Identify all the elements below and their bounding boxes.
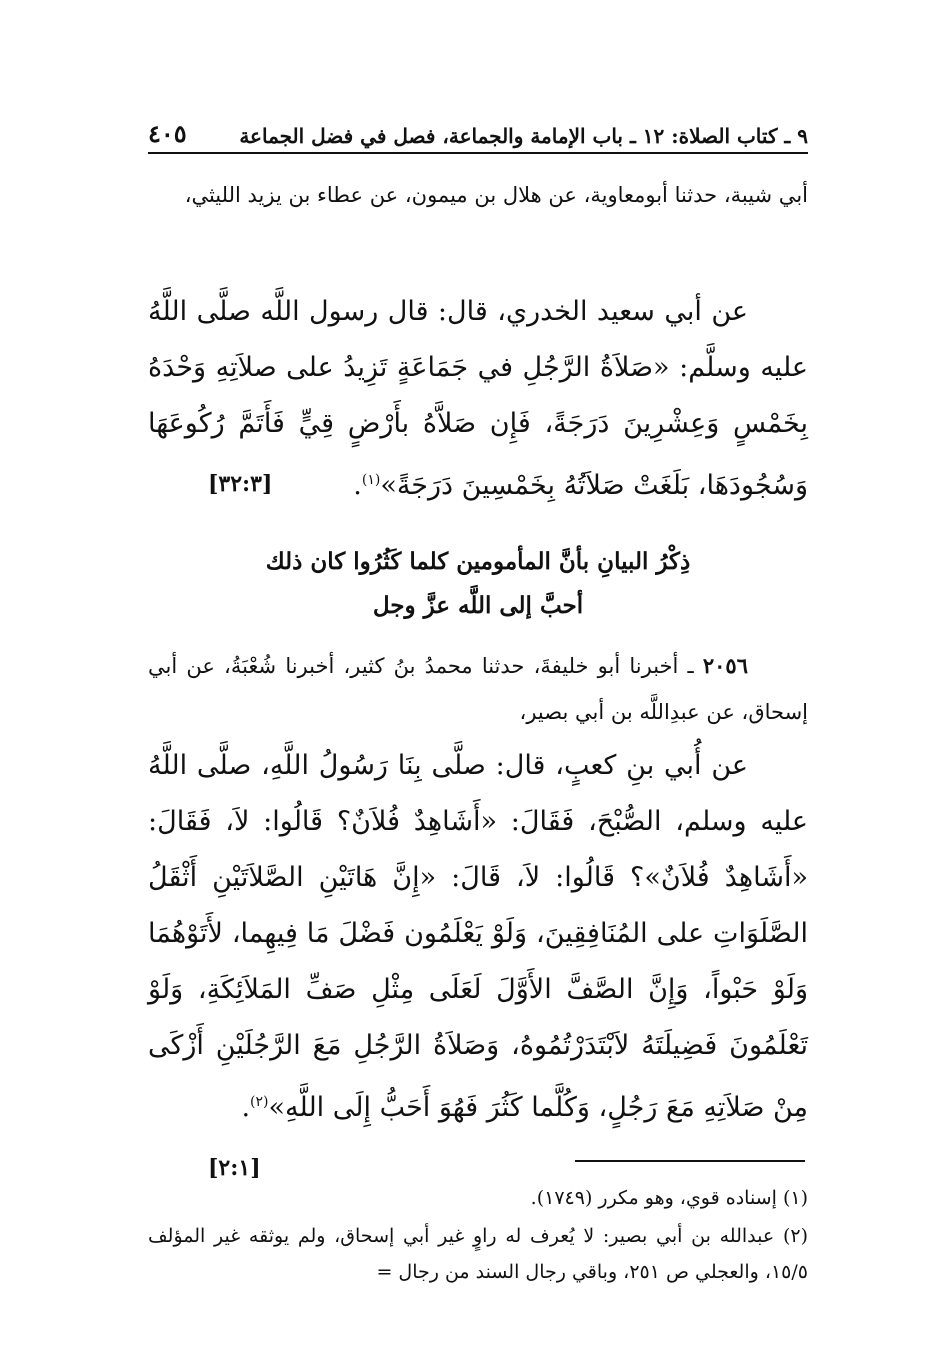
running-title: ٩ ـ كتاب الصلاة: ١٢ ـ باب الإمامة والجماعة، فصل في فضل الجماعة	[239, 124, 808, 148]
page-number: ٤٠٥	[148, 119, 187, 148]
isnad-continuation: أبي شيبة، حدثنا أبومعاوية، عن هلال بن ميمون، عن عطاء بن يزيد الليثي،	[184, 183, 808, 207]
footnote-2-text: عبدالله بن أبي بصير: لا يُعرف له راوٍ غير أبي إسحاق، ولم يوثقه غير المؤلف ١٥/٥، والعجلي ص ٢٥١، وباقي رجال السند من رجال =	[148, 1225, 808, 1283]
section-heading-line-2: أحبَّ إلى اللَّه عزَّ وجل	[372, 592, 584, 619]
hadith-number: ٢٠٥٦	[702, 653, 748, 678]
footnote-ref-2: (٢)	[250, 1094, 269, 1110]
hadith-2-body: عن أُبي بنِ كعبٍ، قال: صلَّى بِنَا رَسُولُ اللَّهِ، صلَّى اللَّهُ عليه وسلم، الصُّبْحَ، فَقَالَ: «أَشَاهِدٌ فُلاَنٌ؟ قَالُوا: لاَ، فَقَالَ: «أَشَاهِدٌ فُلاَنٌ»؟ قَالُوا: لاَ، قَالَ: «إِنَّ هَاتَيْنِ الصَّلاَتَيْنِ أَثْقَلُ الصَّلَوَاتِ على المُنَافِقِينَ، وَلَوْ يَعْلَمُون فَضْلَ مَا فِيهِما، لأَتَوْهُمَا وَلَوْ حَبْواً، وَإِنَّ الصَّفَّ الأَوَّلَ لَعَلَى مِثْلِ صَفِّ المَلاَئِكَةِ، وَلَوْ تَعْلَمُونَ فَضِيلَتَهُ لاَبْتَدَرْتُمُوهُ، وَصَلاَةُ الرَّجُلِ مَعَ الرَّجُلَيْنِ أَزْكَى مِنْ صَلاَتِهِ مَعَ رَجُلٍ، وَكُلَّما كَثُرَ فَهُوَ أَحَبُّ إِلَى اللَّهِ»	[148, 750, 808, 1123]
header-divider	[148, 152, 808, 154]
hadith-1-body: عن أبي سعيد الخدري، قال: قال رسول اللَّه صلَّى اللَّهُ عليه وسلَّم: «صَلاَةُ الرَّجُلِ في جَمَاعَةٍ تَزِيدُ على صلاَتِهِ وَحْدَهُ بِخَمْسٍ وَعِشْرِينَ دَرَجَةً، فَإِن صَلاَّهُ بأَرْضٍ قِيٍّ فَأَتَمَّ رُكُوعَهَا وَسُجُودَهَا، بَلَغَتْ صَلاَتُهُ بِخَمْسِينَ دَرَجَةً»	[148, 296, 808, 501]
hadith-1-reference: [٣٢:٣]	[208, 471, 273, 497]
footnote-ref-1: (١)	[361, 472, 381, 488]
hadith-1-text: عن أبي سعيد الخدري، قال: قال رسول اللَّه صلَّى اللَّهُ عليه وسلَّم: «صَلاَةُ الرَّجُلِ في جَمَاعَةٍ تَزِيدُ على صلاَتِهِ وَحْدَهُ بِخَمْسٍ وَعِشْرِينَ دَرَجَةً، فَإِن صَلاَّهُ بأَرْضٍ قِيٍّ فَأَتَمَّ رُكُوعَهَا وَسُجُودَهَا، بَلَغَتْ صَلاَتُهُ بِخَمْسِينَ دَرَجَةً»$^{(١)}$. [٣٢:٣]	[148, 284, 808, 514]
page-header	[148, 112, 808, 148]
footnote-divider	[575, 1160, 805, 1162]
hadith-2-text: عن أُبي بنِ كعبٍ، قال: صلَّى بِنَا رَسُولُ اللَّهِ، صلَّى اللَّهُ عليه وسلم، الصُّبْحَ، فَقَالَ: «أَشَاهِدٌ فُلاَنٌ؟ قَالُوا: لاَ، فَقَالَ: «أَشَاهِدٌ فُلاَنٌ»؟ قَالُوا: لاَ، قَالَ: «إِنَّ هَاتَيْنِ الصَّلاَتَيْنِ أَثْقَلُ الصَّلَوَاتِ على المُنَافِقِينَ، وَلَوْ يَعْلَمُون فَضْلَ مَا فِيهِما، لأَتَوْهُمَا وَلَوْ حَبْواً، وَإِنَّ الصَّفَّ الأَوَّلَ لَعَلَى مِثْلِ صَفِّ المَلاَئِكَةِ، وَلَوْ تَعْلَمُونَ فَضِيلَتَهُ لاَبْتَدَرْتُمُوهُ، وَصَلاَةُ الرَّجُلِ مَعَ الرَّجُلَيْنِ أَزْكَى مِنْ صَلاَتِهِ مَعَ رَجُلٍ، وَكُلَّما كَثُرَ فَهُوَ أَحَبُّ إِلَى اللَّهِ»$^{(٢)}$. [٢:١]	[148, 738, 808, 1196]
section-heading-line-1: ذِكْرُ البيانِ بأنَّ المأمومين كلما كَثُرُوا كان ذلك	[265, 548, 691, 575]
footnote-2	[148, 1218, 808, 1290]
section-heading	[148, 540, 808, 628]
hadith-2-isnad	[148, 643, 808, 735]
hadith-2-reference: [٢:١]	[208, 1155, 261, 1181]
footnote-1-marker: (١)	[782, 1187, 808, 1209]
footnote-1	[148, 1180, 808, 1216]
footnote-1-text: إسناده قوي، وهو مكرر (١٧٤٩).	[530, 1187, 777, 1209]
hadith-2-chain: ـ أخبرنا أبو خليفةَ، حدثنا محمدُ بنُ كثير، أخبرنا شُعْبَةُ، عن أبي إسحاق، عن عبدِاللَّه بن أبي بصير،	[148, 654, 808, 724]
footnote-2-marker: (٢)	[782, 1225, 808, 1247]
